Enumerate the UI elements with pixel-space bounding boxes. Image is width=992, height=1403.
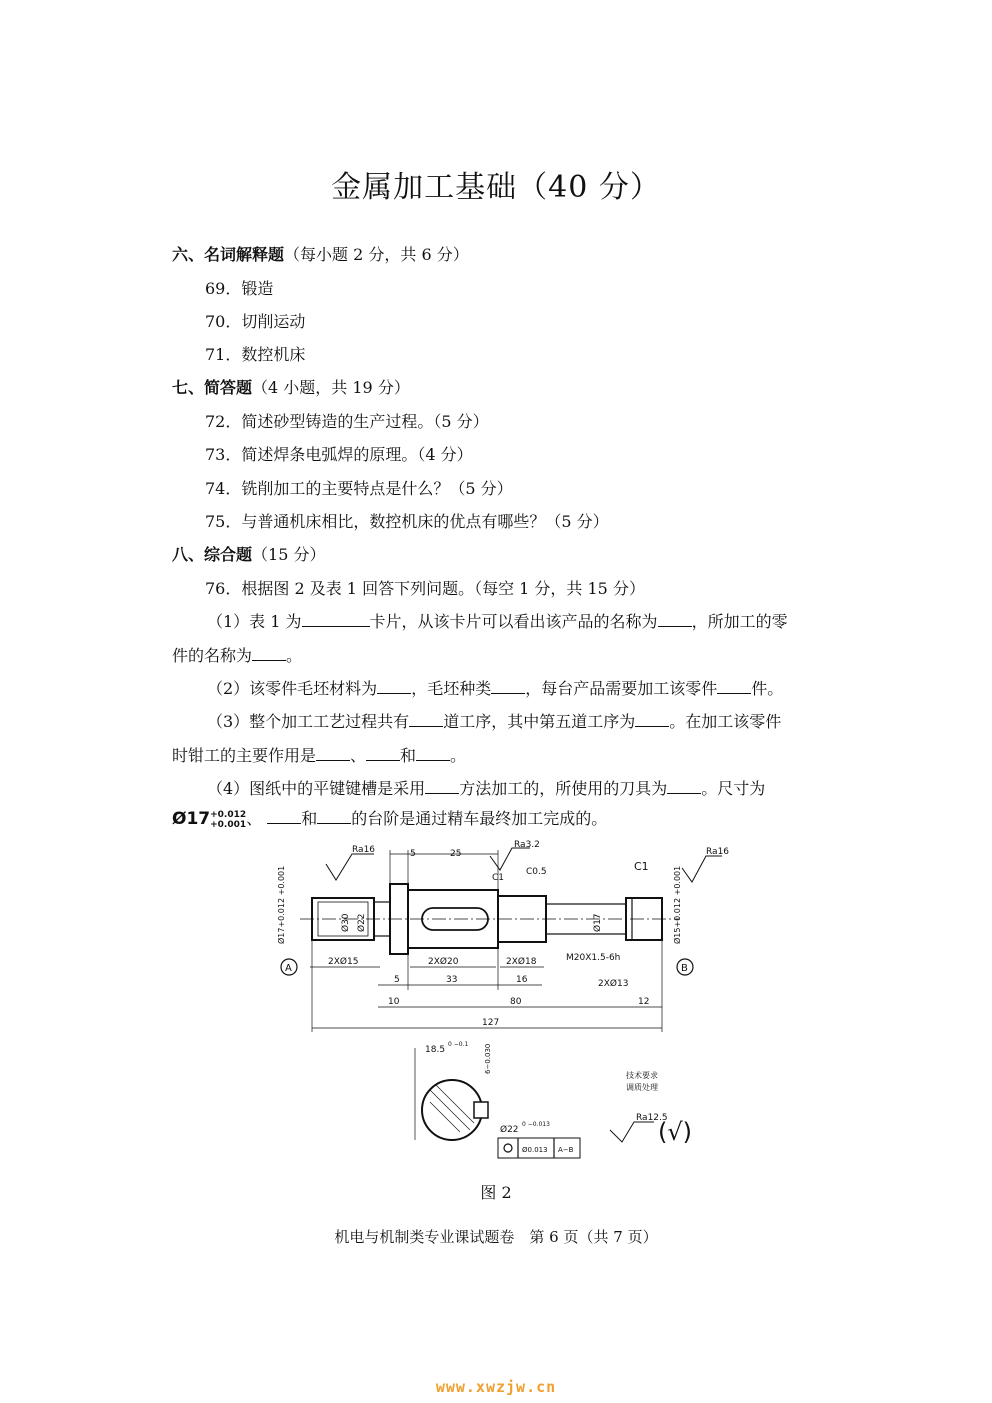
answer-blank-9[interactable] bbox=[316, 746, 350, 761]
sub-question-3-line2 bbox=[172, 743, 466, 766]
chamfer-c1-right: C1 bbox=[634, 860, 649, 873]
dim-2x-phi18: 2XØ18 bbox=[506, 957, 537, 967]
question-71: 71．数控机床 bbox=[205, 345, 306, 364]
tolerance-lower: +0.001 bbox=[210, 819, 247, 830]
section-7-heading bbox=[172, 375, 410, 398]
sub4-text-f: 的台阶是通过精车最终加工完成的。 bbox=[351, 809, 608, 828]
dim-25: 25 bbox=[450, 849, 462, 859]
section-8-head: 八、综合题 bbox=[172, 545, 253, 564]
dim-80: 80 bbox=[510, 997, 522, 1007]
sub4-text-a: （4）图纸中的平键键槽是采用 bbox=[207, 779, 426, 798]
question-70: 70．切削运动 bbox=[205, 312, 306, 331]
answer-blank-8[interactable] bbox=[635, 712, 669, 727]
diameter-symbol: Ø17 bbox=[172, 809, 211, 829]
datum-a-label: A bbox=[285, 963, 292, 974]
sub1-text-c: ，所加工的零 bbox=[691, 612, 788, 631]
question-72: 72．简述砂型铸造的生产过程。（5 分） bbox=[205, 412, 489, 431]
dim-phi17: Ø17 bbox=[593, 913, 603, 932]
sub3-text-g: 。 bbox=[450, 746, 467, 765]
sub1-text-b: 卡片，从该卡片可以看出该产品的名称为 bbox=[369, 612, 658, 631]
runout-datum: A−B bbox=[558, 1146, 574, 1154]
roughness-ra16-left: Ra16 bbox=[352, 845, 376, 855]
question-76: 76．根据图 2 及表 1 回答下列问题。（每空 1 分，共 15 分） bbox=[205, 579, 645, 598]
roughness-ra16-right: Ra16 bbox=[706, 847, 730, 857]
runout-tolerance: Ø0.013 bbox=[522, 1146, 548, 1154]
sub3-text-e: 、 bbox=[350, 746, 367, 765]
question-69: 69．锻造 bbox=[205, 279, 274, 298]
dim-phi30: Ø30 bbox=[341, 913, 351, 932]
section-8-note: （15 分） bbox=[252, 545, 326, 564]
sub2-text-b: ，毛坯种类 bbox=[411, 679, 492, 698]
section-6-heading bbox=[172, 242, 469, 265]
page-footer: 机电与机制类专业课试题卷 第 6 页（共 7 页） bbox=[334, 1228, 658, 1246]
sub1-text-e: 。 bbox=[286, 646, 303, 665]
dim-5-top: 5 bbox=[410, 849, 416, 859]
dim-12: 12 bbox=[638, 997, 650, 1007]
tech-req-title: 技术要求 bbox=[626, 1071, 658, 1080]
section-6-note: （每小题 2 分，共 6 分） bbox=[284, 245, 469, 264]
sub-question-4-line1 bbox=[207, 776, 765, 799]
dim-phi15-tolerance: Ø15+0.012 +0.001 bbox=[673, 865, 682, 944]
dim-127: 127 bbox=[482, 1018, 500, 1028]
sub1-text-a: （1）表 1 为 bbox=[207, 612, 302, 631]
answer-blank-12[interactable] bbox=[425, 779, 459, 794]
section-7-head: 七、简答题 bbox=[172, 378, 253, 397]
dim-33: 33 bbox=[446, 975, 458, 985]
answer-blank-6[interactable] bbox=[717, 679, 751, 694]
answer-blank-11[interactable] bbox=[416, 746, 450, 761]
sub4-text-e: 和 bbox=[301, 809, 318, 828]
question-75: 75．与普通机床相比，数控机床的优点有哪些？（5 分） bbox=[205, 512, 609, 531]
tolerance-stack bbox=[210, 810, 246, 830]
answer-blank-4[interactable] bbox=[377, 679, 411, 694]
chamfer-c05: C0.5 bbox=[526, 867, 547, 877]
roughness-ra32: Ra3.2 bbox=[514, 840, 540, 850]
sub-question-4-line2 bbox=[172, 806, 607, 830]
sub4-text-d: 、 bbox=[246, 809, 263, 828]
section-dim-6: 6−0.030 bbox=[484, 1043, 492, 1074]
answer-blank-5[interactable] bbox=[491, 679, 525, 694]
sub3-text-c: 。在加工该零件 bbox=[669, 712, 782, 731]
dim-2x-phi13: 2XØ13 bbox=[598, 979, 629, 989]
answer-blank-2[interactable] bbox=[658, 612, 692, 627]
dim-10: 10 bbox=[388, 997, 400, 1007]
sub-question-3-line1 bbox=[207, 709, 781, 732]
sub4-text-b: 方法加工的，所使用的刀具为 bbox=[459, 779, 668, 798]
section-6-head: 六、名词解释题 bbox=[172, 245, 285, 264]
section-8-heading bbox=[172, 542, 325, 565]
section-view bbox=[415, 1048, 580, 1158]
sub3-text-b: 道工序，其中第五道工序为 bbox=[443, 712, 636, 731]
sub2-text-a: （2）该零件毛坯材料为 bbox=[207, 679, 378, 698]
answer-blank-10[interactable] bbox=[366, 746, 400, 761]
datum-b-label: B bbox=[681, 963, 688, 974]
roughness-symbols bbox=[326, 848, 722, 1142]
sub1-text-d: 件的名称为 bbox=[172, 646, 253, 665]
answer-blank-13[interactable] bbox=[667, 779, 701, 794]
sub2-text-d: 件。 bbox=[751, 679, 784, 698]
dim-phi22: Ø22 bbox=[357, 913, 367, 932]
question-74: 74．铣削加工的主要特点是什么？（5 分） bbox=[205, 479, 513, 498]
sub4-text-c: 。尺寸为 bbox=[701, 779, 766, 798]
thread-callout: M20X1.5-6h bbox=[566, 953, 621, 963]
shaft-engineering-drawing bbox=[260, 840, 730, 1170]
answer-blank-1[interactable] bbox=[302, 612, 370, 627]
dim-16: 16 bbox=[516, 975, 528, 985]
answer-blank-3[interactable] bbox=[252, 646, 286, 661]
section-dim-18-5: 18.5 bbox=[425, 1045, 446, 1055]
answer-blank-15[interactable] bbox=[317, 809, 351, 824]
page-title: 金属加工基础（40 分） bbox=[331, 170, 661, 205]
sub3-text-f: 和 bbox=[400, 746, 417, 765]
sub2-text-c: ，每台产品需要加工该零件 bbox=[525, 679, 718, 698]
question-73: 73．简述焊条电弧焊的原理。（4 分） bbox=[205, 445, 473, 464]
dim-2x-phi20: 2XØ20 bbox=[428, 957, 459, 967]
handwritten-check: (√) bbox=[658, 1118, 693, 1146]
tolerance-upper: +0.012 bbox=[210, 809, 247, 820]
section-dim-phi22-tol: 0 −0.013 bbox=[522, 1121, 550, 1128]
site-watermark: www.xwzjw.cn bbox=[435, 1378, 557, 1396]
sub3-text-d: 时钳工的主要作用是 bbox=[172, 746, 317, 765]
figure-caption: 图 2 bbox=[480, 1183, 512, 1202]
dim-2x-phi15: 2XØ15 bbox=[328, 957, 359, 967]
sub-question-1-line2 bbox=[172, 643, 302, 666]
tech-req-note: 调质处理 bbox=[626, 1083, 658, 1092]
sub-question-1-line1 bbox=[207, 609, 788, 632]
dim-5-bottom: 5 bbox=[394, 975, 400, 985]
roughness-ra125: Ra12.5 bbox=[636, 1113, 668, 1123]
sub-question-2 bbox=[207, 676, 783, 699]
sub3-text-a: （3）整个加工工艺过程共有 bbox=[207, 712, 410, 731]
section-7-note: （4 小题，共 19 分） bbox=[252, 378, 410, 397]
dim-phi17-tolerance: Ø17+0.012 +0.001 bbox=[277, 865, 286, 944]
answer-blank-14[interactable] bbox=[267, 809, 301, 824]
section-dim-phi22: Ø22 bbox=[500, 1125, 519, 1135]
answer-blank-7[interactable] bbox=[409, 712, 443, 727]
chamfer-c1: C1 bbox=[492, 873, 505, 883]
section-dim-18-5-tol: 0 −0.1 bbox=[448, 1041, 469, 1048]
